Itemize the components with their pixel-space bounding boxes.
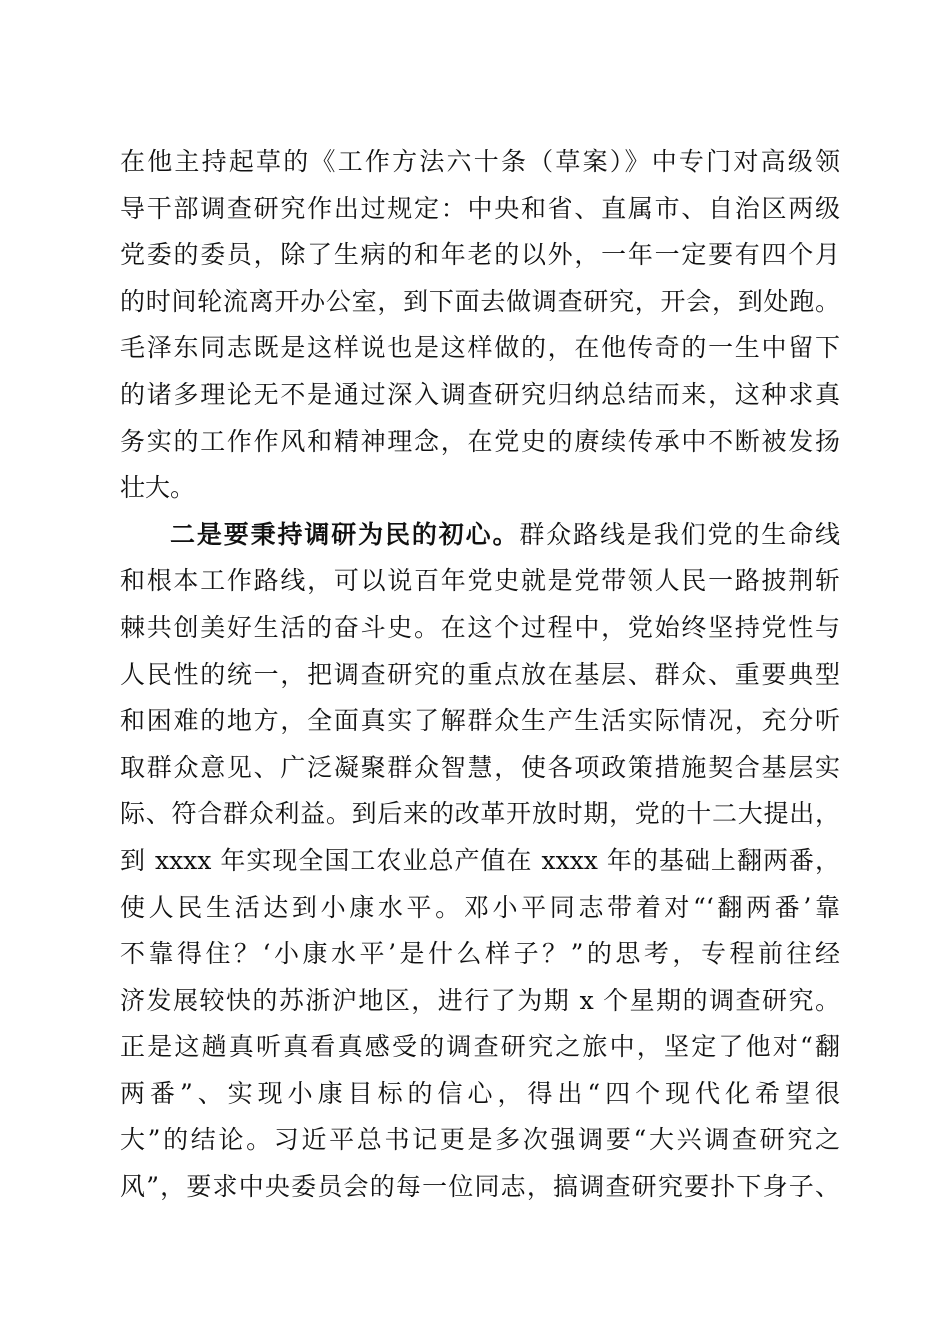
text-line: 和根本工作路线，可以说百年党史就是党带领人民一路披荆斩 [120,566,840,596]
text-line: 人民性的统一，把调查研究的重点放在基层、群众、重要典型 [120,659,840,689]
text-line: 大”的结论。习近平总书记更是多次强调要“大兴调查研究之 [120,1125,840,1155]
text-line: 壮大。 [120,473,196,503]
text-line: 风”，要求中央委员会的每一位同志，搞调查研究要扑下身子、 [120,1172,840,1202]
text-line: 和困难的地方，全面真实了解群众生产生活实际情况，充分听 [120,706,840,736]
paragraph-first-line-text: 群众路线是我们党的生命线 [519,519,840,549]
text-line: 取群众意见、广泛凝聚群众智慧，使各项政策措施契合基层实 [120,752,840,782]
text-line: 两番”、实现小康目标的信心，得出“四个现代化希望很 [120,1078,840,1108]
text-line: 不靠得住？‘小康水平’是什么样子？”的思考，专程前往经 [120,939,840,969]
text-line: 际、符合群众利益。到后来的改革开放时期，党的十二大提出， [120,799,840,829]
paragraph-first-line [120,512,840,559]
text-line: 导干部调查研究作出过规定：中央和省、直属市、自治区两级 [120,193,840,223]
paragraph-heading: 二是要秉持调研为民的初心。 [170,519,520,549]
body-text [120,139,840,1211]
text-line: 务实的工作作风和精神理念，在党史的赓续传承中不断被发扬 [120,426,840,456]
text-line: 正是这趟真听真看真感受的调查研究之旅中，坚定了他对“翻 [120,1032,840,1062]
text-line: 在他主持起草的《工作方法六十条（草案）》中专门对高级领 [120,147,840,176]
text-line: 的诸多理论无不是通过深入调查研究归纳总结而来，这种求真 [120,379,840,409]
text-line: 的时间轮流离开办公室，到下面去做调查研究，开会，到处跑。 [120,286,840,316]
text-line: 使人民生活达到小康水平。邓小平同志带着对“‘翻两番’靠 [120,892,840,922]
text-line: 棘共创美好生活的奋斗史。在这个过程中，党始终坚持党性与 [120,612,840,642]
text-line: 党委的委员，除了生病的和年老的以外，一年一定要有四个月 [120,240,840,270]
text-line: 毛泽东同志既是这样说也是这样做的，在他传奇的一生中留下 [120,333,840,363]
text-line: 到 xxxx 年实现全国工农业总产值在 xxxx 年的基础上翻两番， [120,845,840,875]
text-line: 济发展较快的苏浙沪地区，进行了为期 x 个星期的调查研究。 [120,985,840,1015]
